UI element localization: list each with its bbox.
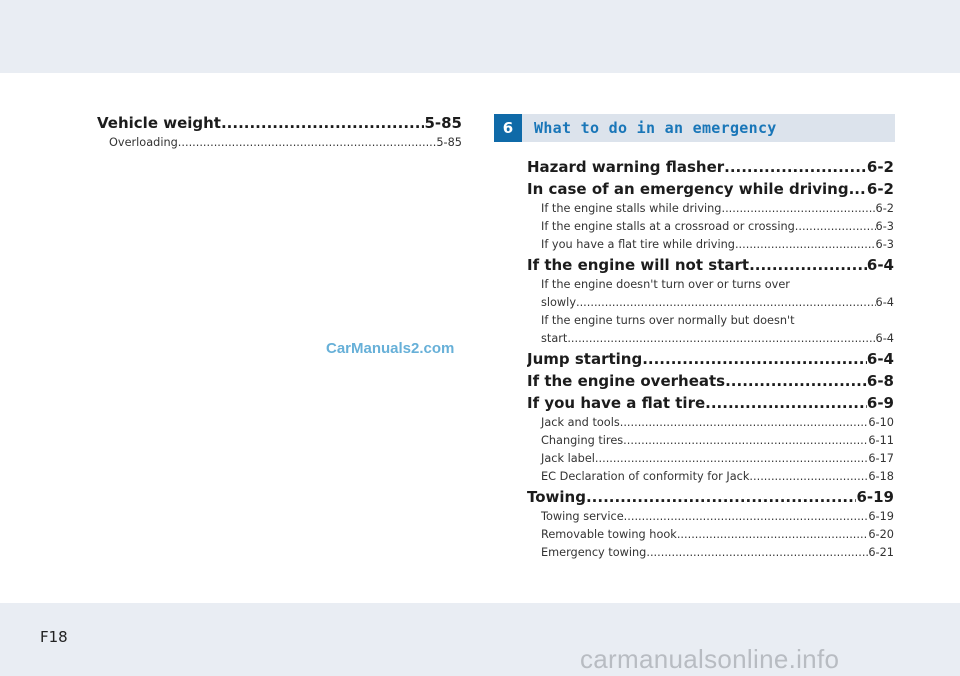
toc-sub-entry[interactable]	[527, 526, 894, 544]
toc-entry-label: Vehicle weight	[97, 114, 221, 132]
toc-page-ref: 6-4	[875, 296, 894, 309]
chapter-number: 6	[494, 114, 522, 142]
toc-entry-label: If you have a flat tire	[527, 394, 706, 412]
toc-page-ref: 6-2	[866, 158, 894, 176]
toc-dot-leader	[749, 254, 867, 276]
toc-sub-entry[interactable]	[527, 432, 894, 450]
toc-sub-entry[interactable]	[527, 414, 894, 432]
toc-page-ref: 5-85	[424, 114, 462, 132]
toc-sub-entry[interactable]	[527, 468, 894, 486]
toc-page-ref: 6-18	[868, 470, 894, 483]
toc-dot-leader	[586, 486, 856, 508]
toc-entry-label-line: If the engine turns over normally but doesn't	[541, 314, 795, 327]
toc-entry-label: If the engine overheats	[527, 372, 726, 390]
toc-entry-label: If the engine stalls while driving	[541, 202, 722, 215]
toc-dot-leader	[677, 526, 869, 544]
toc-entry-label: Removable towing hook	[541, 528, 677, 541]
toc-sub-entry[interactable]	[527, 330, 894, 348]
toc-dot-leader	[567, 330, 875, 348]
toc-entry-label: EC Declaration of conformity for Jack	[541, 470, 750, 483]
toc-dot-leader	[749, 468, 868, 486]
watermark-carmanuals2: CarManuals2.com	[326, 340, 455, 357]
toc-dot-leader	[221, 112, 424, 134]
toc-heading-entry[interactable]	[97, 112, 462, 134]
toc-sub-entry[interactable]	[527, 450, 894, 468]
toc-entry-label: start	[541, 332, 568, 345]
toc-sub-entry[interactable]	[527, 544, 894, 562]
toc-page-ref: 6-3	[875, 220, 894, 233]
toc-dot-leader	[620, 414, 869, 432]
toc-dot-leader	[735, 236, 876, 254]
toc-entry-label: Emergency towing	[541, 546, 647, 559]
right-toc-column	[527, 156, 894, 562]
toc-dot-leader	[178, 134, 437, 152]
toc-sub-entry[interactable]	[527, 200, 894, 218]
toc-dot-leader	[623, 432, 868, 450]
toc-page-ref: 6-4	[875, 332, 894, 345]
toc-heading-entry[interactable]	[527, 178, 894, 200]
toc-dot-leader	[724, 156, 867, 178]
page-number: F18	[40, 628, 68, 646]
toc-page-ref: 6-2	[875, 202, 894, 215]
toc-entry-label: In case of an emergency while driving	[527, 180, 849, 198]
toc-entry-label: Overloading	[109, 136, 178, 149]
toc-dot-leader	[795, 218, 876, 236]
left-toc-column	[97, 112, 462, 152]
toc-entry-label: Jump starting	[527, 350, 643, 368]
toc-dot-leader	[624, 508, 869, 526]
toc-dot-leader	[721, 200, 875, 218]
toc-dot-leader	[595, 450, 868, 468]
toc-page-ref: 6-19	[868, 510, 894, 523]
toc-page-ref: 6-9	[866, 394, 894, 412]
toc-heading-entry[interactable]	[527, 156, 894, 178]
toc-sub-entry[interactable]	[97, 134, 462, 152]
toc-dot-leader	[642, 348, 867, 370]
chapter-header[interactable]	[494, 114, 895, 142]
toc-sub-entry[interactable]	[527, 508, 894, 526]
toc-page-ref: 6-21	[868, 546, 894, 559]
toc-heading-entry[interactable]	[527, 254, 894, 276]
toc-entry-label: Towing service	[541, 510, 624, 523]
toc-page-ref: 5-85	[436, 136, 462, 149]
toc-sub-entry[interactable]	[527, 236, 894, 254]
toc-page-ref: 6-2	[866, 180, 894, 198]
toc-entry-label-line: If the engine doesn't turn over or turns over	[541, 278, 790, 291]
toc-dot-leader	[705, 392, 867, 414]
toc-heading-entry[interactable]	[527, 348, 894, 370]
toc-page-ref: 6-19	[856, 488, 894, 506]
chapter-title: What to do in an emergency	[534, 119, 777, 137]
toc-page-ref: 6-3	[875, 238, 894, 251]
toc-entry-label: Towing	[527, 488, 586, 506]
toc-entry-label: If the engine will not start	[527, 256, 750, 274]
toc-heading-entry[interactable]	[527, 392, 894, 414]
toc-page-ref: 6-20	[868, 528, 894, 541]
toc-entry-label: If the engine stalls at a crossroad or crossing	[541, 220, 795, 233]
toc-dot-leader	[849, 178, 867, 200]
toc-page-ref: 6-4	[866, 350, 894, 368]
toc-entry-label: slowly	[541, 296, 576, 309]
toc-sub-entry[interactable]	[527, 218, 894, 236]
toc-page-ref: 6-10	[868, 416, 894, 429]
toc-dot-leader	[646, 544, 868, 562]
toc-entry-label: Hazard warning flasher	[527, 158, 725, 176]
toc-page-ref: 6-8	[866, 372, 894, 390]
toc-heading-entry[interactable]	[527, 370, 894, 392]
toc-entry-label: Changing tires	[541, 434, 624, 447]
toc-dot-leader	[725, 370, 867, 392]
toc-entry-label: If you have a flat tire while driving	[541, 238, 735, 251]
top-band	[0, 0, 960, 73]
toc-page-ref: 6-11	[868, 434, 894, 447]
toc-dot-leader	[576, 294, 876, 312]
toc-entry-label: Jack and tools	[541, 416, 620, 429]
footer-watermark: carmanualsonline.info	[580, 644, 840, 674]
toc-entry-label: Jack label	[541, 452, 595, 465]
toc-page-ref: 6-4	[866, 256, 894, 274]
toc-heading-entry[interactable]	[527, 486, 894, 508]
toc-sub-entry[interactable]	[527, 294, 894, 312]
toc-page-ref: 6-17	[868, 452, 894, 465]
